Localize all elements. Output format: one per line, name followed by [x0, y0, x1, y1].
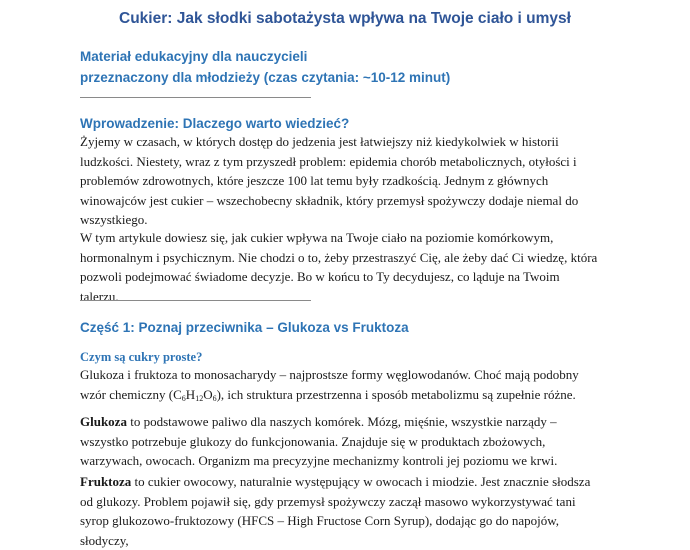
formula-h-letter: H	[185, 386, 196, 402]
p1-text-start: Glukoza i fruktoza to monosacharydy – najprostsze formy węglowodanów. Choć mają podobny wzór chemiczny (C	[80, 367, 579, 402]
part1-paragraph-1	[80, 365, 600, 404]
glukoza-paragraph	[80, 412, 600, 471]
glukoza-description: to podstawowe paliwo dla naszych komórek. Mózg, mięśnie, wszystkie narządy – wszystko potrzebuje glukozy do funkcjonowania. Znajduje się w produktach zbożowych, warzywach, owocach. Organizm ma precyzyjne mechanizmy kontroli jej poziomu we krwi.	[80, 414, 558, 468]
intro-heading: Wprowadzenie: Dlaczego warto wiedzieć?	[80, 116, 350, 131]
fruktoza-term: Fruktoza	[80, 474, 132, 489]
formula-h-subscript: 12	[195, 393, 204, 403]
p1-text-end: ), ich struktura przestrzenna i sposób metabolizmu są zupełnie różne.	[216, 386, 576, 402]
divider	[80, 97, 311, 98]
fruktoza-description: to cukier owocowy, naturalnie występujący w owocach i miodzie. Jest znacznie słodsza od glukozy. Problem pojawił się, gdy przemysł spożywczy zaczął masowo wykorzystywać tani syrop glukozowo-fruktozowy (HFCS – High Fructose Corn Syrup), dodając go do napojów, słodyczy,	[80, 474, 591, 548]
subtitle-line-1: Materiał edukacyjny dla nauczycieli	[80, 49, 308, 64]
formula-o-subscript: 6	[212, 393, 217, 403]
formula-o-letter: O	[203, 386, 213, 402]
divider	[80, 300, 311, 301]
intro-paragraph-2: W tym artykule dowiesz się, jak cukier wpływa na Twoje ciało na poziomie komórkowym, hormonalnym i psychicznym. Nie chodzi o to, żeby przestraszyć Cię, ale żeby dać Ci wiedzę, która pozwoli podejmować świadome decyzje. Bo w końcu to Ty decydujesz, co ląduje na Twoim talerzu.	[80, 230, 598, 304]
glukoza-term: Glukoza	[80, 414, 127, 429]
part1-heading: Część 1: Poznaj przeciwnika – Glukoza vs Fruktoza	[80, 320, 409, 335]
document-title: Cukier: Jak słodki sabotażysta wpływa na Twoje ciało i umysł	[119, 10, 571, 27]
document-subtitle	[80, 46, 450, 88]
subtitle-line-2: przeznaczony dla młodzieży (czas czytania: ~10-12 minut)	[80, 70, 451, 85]
intro-paragraph-1: Żyjemy w czasach, w których dostęp do jedzenia jest łatwiejszy niż kiedykolwiek w historii ludzkości. Niestety, wraz z tym przyszedł problem: epidemia chorób metabolicznych, otyłości i problemów zdrowotnych, które jeszcze 100 lat temu były rzadkością. Jednym z głównych winowajców jest cukier – wszechobecny składnik, który przemysł spożywczy dodaje niemal do wszystkiego.	[80, 134, 579, 227]
fruktoza-paragraph	[80, 472, 600, 550]
part1-subheading: Czym są cukry proste?	[80, 350, 203, 364]
formula-c-subscript: 6	[181, 393, 186, 403]
